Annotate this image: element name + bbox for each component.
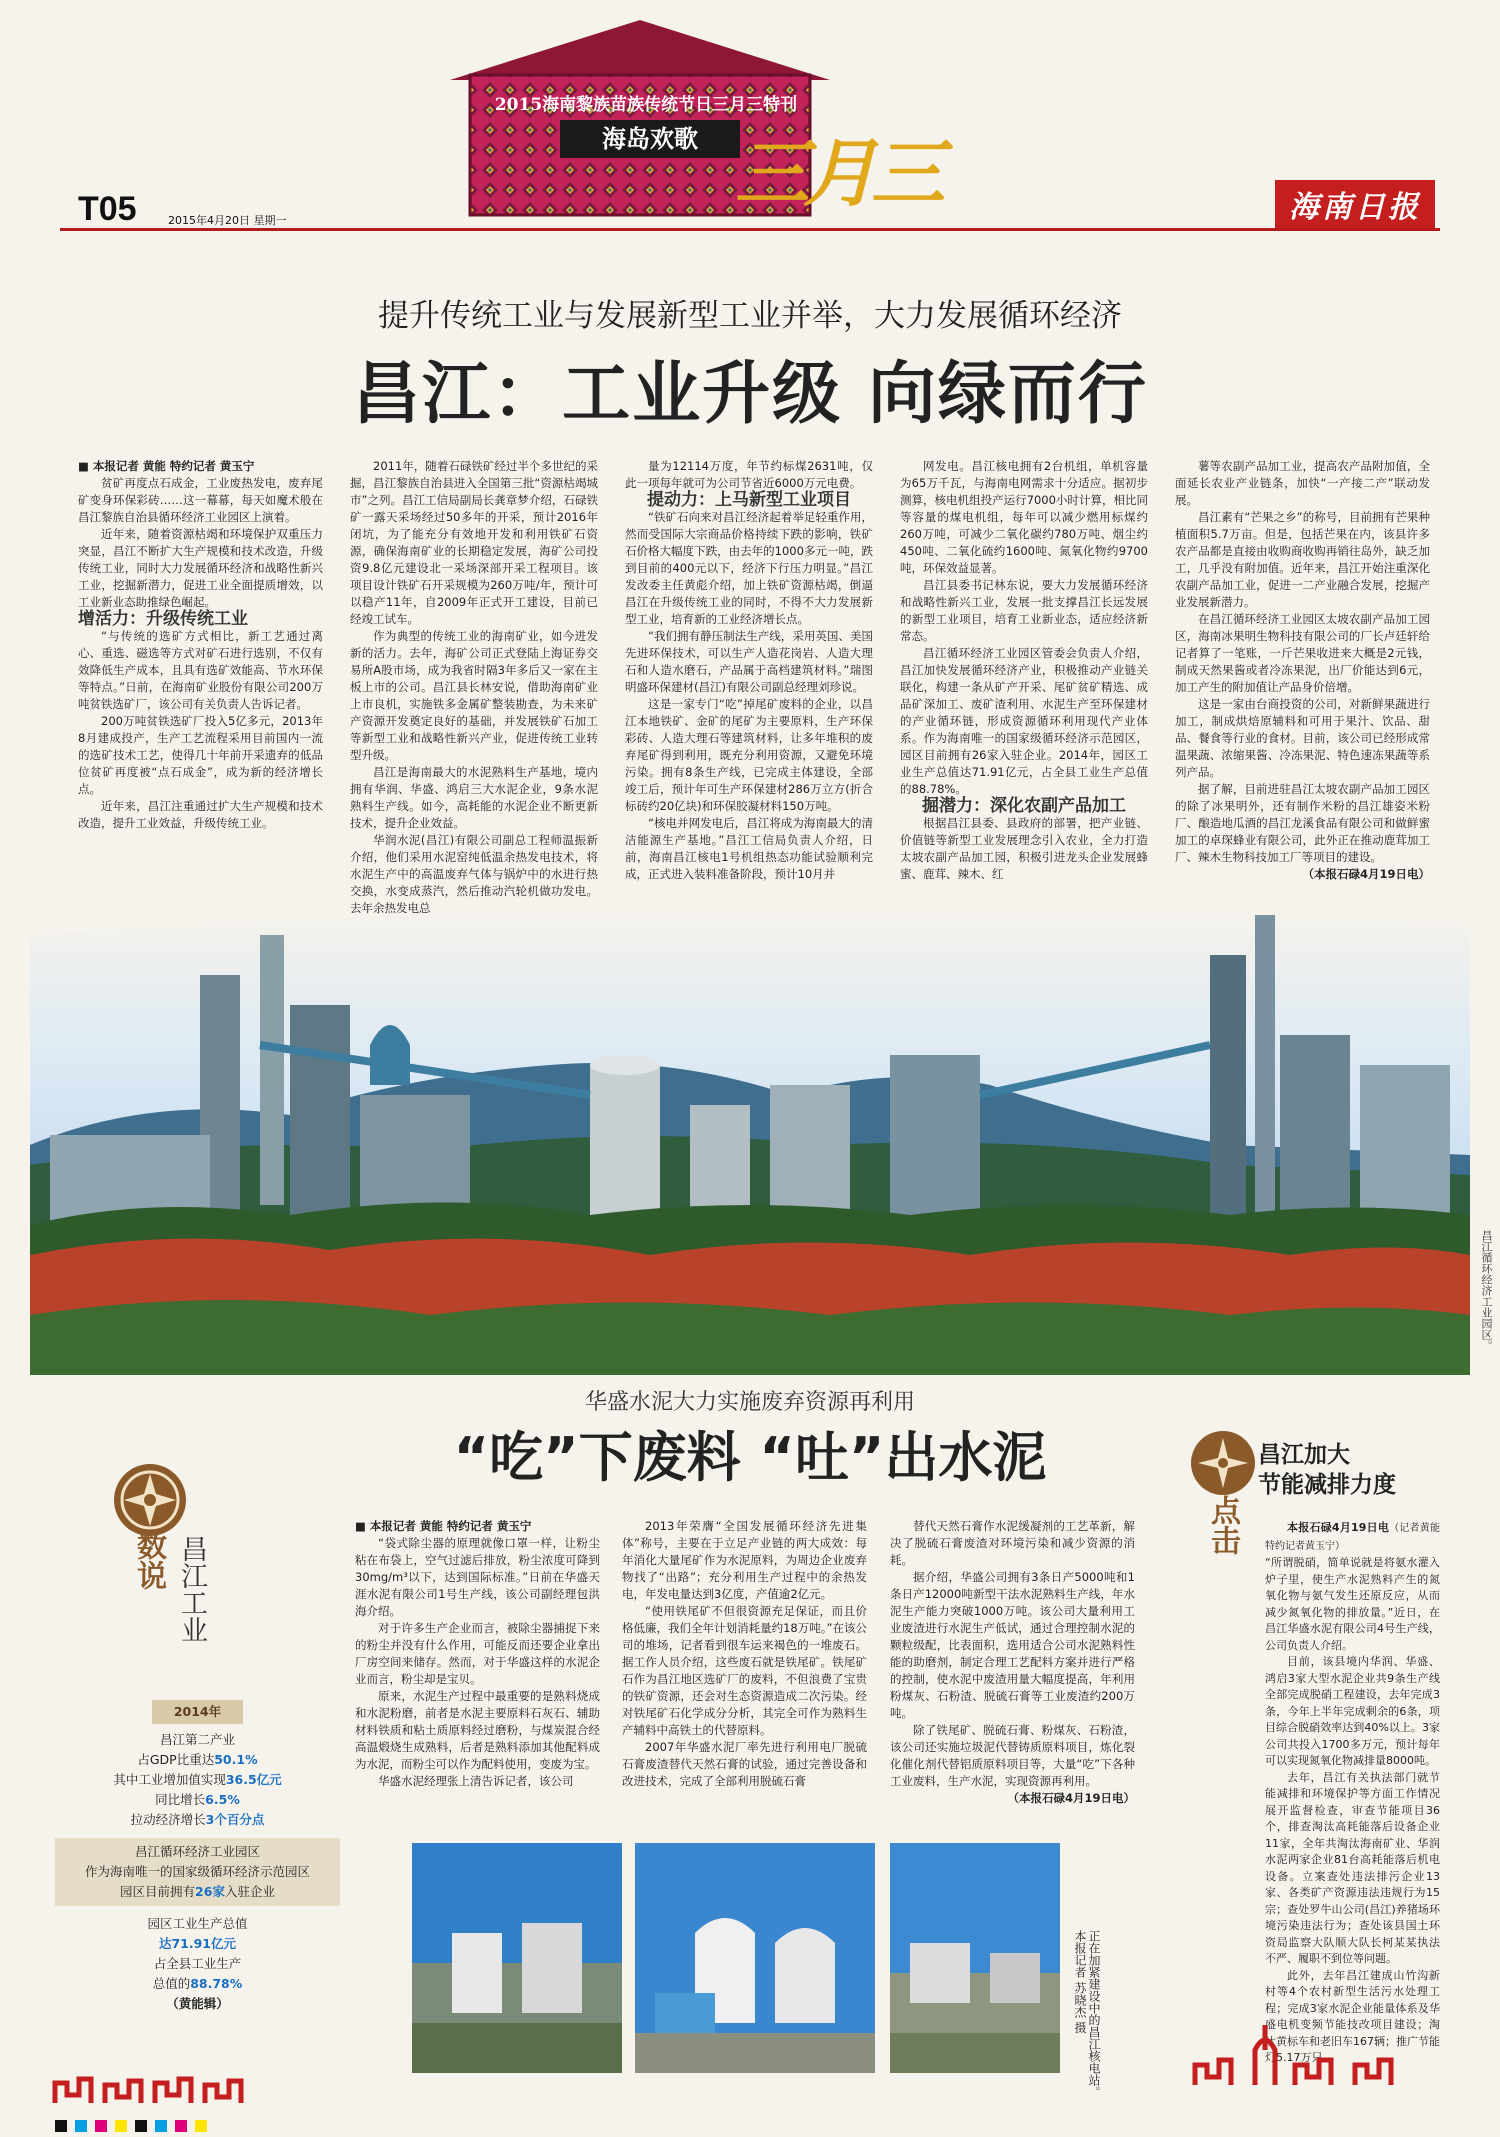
stats-band: 昌江循环经济工业园区 作为海南唯一的国家级循环经济示范园区 园区目前拥有26家入驻企业 xyxy=(55,1838,340,1906)
stat-line: 拉动经济增长3个百分点 xyxy=(130,1812,265,1827)
article2-column-2 xyxy=(622,1518,867,1838)
stats-signoff: （黄能辑） xyxy=(166,1996,229,2011)
article1-column-1 xyxy=(78,458,323,898)
paragraph: 近年来，随着资源枯竭和环境保护双重压力突显，昌江不断扩大生产规模和技术改造，升级传统工业，同时大力发展循环经济和战略性新兴工业，挖掘新潜力，促进工业全面提质增效，以工业新业态助推绿色崛起。 xyxy=(78,527,323,609)
paragraph: 据了解，目前进驻昌江太坡农副产品加工园区的除了冰果明外，还有制作米粉的昌江雄姿米粉厂、酿造地瓜酒的昌江龙溪食品有限公司和做鲜蜜加工的卓琛蜂业有限公司，此外正在推动鹿茸加工厂、辣木生物科技加工厂等项目的建设。 xyxy=(1175,782,1430,864)
article2-signoff: （本报石碌4月19日电） xyxy=(1007,1791,1135,1805)
paragraph: 作为典型的传统工业的海南矿业，如今进发新的活力。去年，海矿公司正式登陆上海证券交易所A股市场，成为我省时隔3年多后又一家在主板上市的公司。昌江县长林安说，借助海南矿业上市良机，实施铁多金属矿整装勘查，为未来矿产资源开发奠定良好的基础，并发展铁矿石加工等新型工业和战略性新兴产业，促进传统工业转型升级。 xyxy=(350,629,598,762)
article1-subhead-1: 增活力：升级传统工业 xyxy=(78,609,248,629)
print-color-bar xyxy=(55,2120,355,2132)
paragraph: 薯等农副产品加工业，提高农产品附加值，全面延长农业产业链条，加快“一产接二产”联动发展。 xyxy=(1175,459,1430,507)
brand-logo: 海南日报 xyxy=(1275,180,1435,228)
article1-signoff: （本报石碌4月19日电） xyxy=(1302,867,1430,881)
paragraph: 除了铁尾矿、脱硫石膏、粉煤灰、石粉渣，该公司还实施垃圾泥代替铸质原料项目，炼化裂化催化剂代替铝质原料项目等，大量“吃”下各种工业废料，生产水泥，实现资源再利用。 xyxy=(890,1723,1135,1788)
sidebar-right-headline: 昌江加大 节能减排力度 xyxy=(1258,1442,1396,1498)
nuclear-plant-photo-3 xyxy=(890,1843,1060,2073)
article1-byline: ■ 本报记者 黄能 特约记者 黄玉宁 xyxy=(78,459,255,473)
article1-kicker: 提升传统工业与发展新型工业并举，大力发展循环经济 xyxy=(378,298,1122,334)
stat-line: 其中工业增加值实现36.5亿元 xyxy=(113,1772,282,1787)
page-date: 2015年4月20日 星期一 xyxy=(168,214,287,227)
paragraph: 此外，去年昌江建成山竹沟新村等4个农村新型生活污水处理工程；完成3家水泥企业能量体系及华盛电机变频节能技改项目建设；淘汰黄标车和老旧车167辆；推广节能灯5.17万只。 xyxy=(1265,1968,1440,2064)
stat-line: 占全县工业生产 xyxy=(153,1956,242,1971)
paragraph: 据介绍，华盛公司拥有3条日产5000吨和1条日产12000吨新型干法水泥熟料生产线，年水泥生产能力突破1000万吨。该公司大量利用工业废渣进行水泥生产低试，通过合理控制水泥的颗粒级配，比表面积，选用适合公司水泥熟料性能的助磨剂，制定合理工艺配料方案并进行严格的控制，使水泥中废渣用量大幅度提高，年利用粉煤灰、石粉渣、脱硫石膏等工业废渣约200万吨。 xyxy=(890,1570,1135,1720)
stat-line: 达71.91亿元 xyxy=(158,1936,237,1951)
sidebar-left-badge: 数说 xyxy=(131,1530,166,1590)
paragraph: 贫矿再度点石成金，工业废热发电，废弃尾矿变身环保彩砖……这一幕幕，每天如魔术般在昌江黎族自治县循环经济工业园区上演着。 xyxy=(78,476,323,524)
sidebar-right-body xyxy=(1265,1520,1440,2064)
paragraph: 替代天然石膏作水泥缓凝剂的工艺革新，解决了脱硫石膏废渣对环境污染和减少资源的消耗。 xyxy=(890,1519,1135,1567)
paragraph: 原来，水泥生产过程中最重要的是熟料烧成和水泥粉磨，前者是水泥主要原料石灰石、辅助材料铁质和粘土质原料经过磨粉，与煤炭混合经高温煅烧生成熟料，后者是熟料添加其他配料成为水泥，而粉尘可以作为配料使用，变废为宝。 xyxy=(355,1689,600,1771)
paragraph: 2013年荣膺“全国发展循环经济先进集体”称号，主要在于立足产业链的两大成效：每年消化大量尾矿作为水泥原料，为周边企业废弃物找了“出路”；充分利用生产过程中的余热发电，年发电量达到3亿度，产值逾2亿元。 xyxy=(622,1519,867,1601)
paragraph: 2011年，随着石碌铁矿经过半个多世纪的采掘，昌江黎族自治县进入全国第三批“资源枯竭城市”之列。昌江工信局副局长龚章梦介绍，石碌铁矿一露天采场经过50多年的开采，预计2016年闭坑，为了能充分有效地开发和利用铁矿石资源，确保海南矿业的长期稳定发展，海矿公司投资9.8亿元建设北一采场深部开采工程项目。该项目设计铁矿石开采规模为260万吨/年，预计可以稳产11年，自2009年正式开工建设，目前已经竣工试车。 xyxy=(350,459,598,626)
paragraph: 这是一家由台商投资的公司，对新鲜果蔬进行加工，制成烘焙原辅料和可用于果汁、饮品、甜品、餐食等行业的食材。目前，该公司已经形成常温果蔬、浓缩果酱、冷冻果泥、特色速冻果蔬等系列产品。 xyxy=(1175,697,1430,779)
paragraph: 目前，该县境内华润、华盛、鸿启3家大型水泥企业共9条生产线全部完成脱硝工程建设，去年完成3条，今年上半年完成剩余的6条，项目综合脱硝效率达到40%以上。3家公司共投入1700多万元，预计每年可以实现氮氧化物减排量8000吨。 xyxy=(1265,1655,1440,1767)
paragraph: 量为12114万度，年节约标煤2631吨，仅此一项每年就可为公司节省近6000万元电费。 xyxy=(625,459,873,490)
sidebar-right-lead: 本报石碌4月19日电（记者黄能 特约记者黄玉宁） xyxy=(1265,1521,1440,1552)
sidebar-left-subject: 昌江工业 xyxy=(176,1535,207,1643)
paragraph: 根据昌江县委、县政府的部署，把产业链、价值链等新型工业发展理念引入农业，全力打造太坡农副产品加工园，积极引进龙头企业发展蜂蜜、鹿茸、辣木、红 xyxy=(900,816,1148,881)
article1-column-3 xyxy=(625,458,873,898)
article1-headline: 昌江：工业升级 向绿而行 xyxy=(352,355,1148,434)
paragraph: “所谓脱硝，简单说就是将氨水灌入炉子里，使生产水泥熟料产生的氮氧化物与氨气发生还原反应，从而减少氮氧化物的排放量。”近日，在昌江华盛水泥有限公司4号生产线，公司负责人介绍。 xyxy=(1265,1556,1440,1652)
ethnic-pattern-ornament xyxy=(55,2075,315,2105)
factory-photo xyxy=(30,895,1470,1375)
paragraph: 对于许多生产企业而言，被除尘器捕捉下来的粉尘并没有什么作用，可能反而还要企业拿出厂房空间来储存。然而，对于华盛这样的水泥企业而言，粉尘却是宝贝。 xyxy=(355,1621,600,1686)
flower-emblem-icon xyxy=(110,1460,190,1540)
article1-column-4 xyxy=(900,458,1148,898)
article2-kicker: 华盛水泥大力实施废弃资源再利用 xyxy=(584,1390,915,1415)
page-number: T05 xyxy=(78,190,137,228)
article1-column-5 xyxy=(1175,458,1430,898)
article1-subhead-2: 提动力：上马新型工业项目 xyxy=(647,490,851,510)
paragraph: “与传统的选矿方式相比，新工艺通过离心、重选、磁选等方式对矿石进行选别，不仅有效降低生产成本，且具有选矿效能高、节水环保等特点。”日前，在海南矿业股份有限公司200万吨贫铁选矿厂，该公司有关负责人告诉记者。 xyxy=(78,629,323,711)
stat-line: 园区工业生产总值 xyxy=(147,1916,248,1931)
nuclear-plant-photo-1 xyxy=(412,1843,622,2073)
article2-column-3 xyxy=(890,1518,1135,1838)
stat-line: 昌江第二产业 xyxy=(159,1732,235,1747)
paragraph: 200万吨贫铁选矿厂投入5亿多元，2013年8月建成投产，生产工艺流程采用目前国内一流的选矿技术工艺，使得几十年前开采遗弃的低品位贫矿再度被“点石成金”，成为新的经济增长点。 xyxy=(78,714,323,796)
photo-caption-2: 正在加紧建设中的昌江核电站。 本报记者 苏晓杰 摄 xyxy=(1073,1930,1101,2098)
paragraph: “使用铁尾矿不但很资源充足保证，而且价格低廉，我们全年计划消耗量约18万吨。”在该公司的堆场，记者看到很车运来褐色的一堆废石。据工作人员介绍，这些废石就是铁尾矿。铁尾矿石作为昌江地区选矿厂的废料，不但浪费了宝贵的铁矿资源，还会对生态资源造成二次污染。经对铁尾矿石化学成分分析，其完全可作为熟料生产辅料中高铁土的代替原料。 xyxy=(622,1604,867,1737)
ethnic-figure-ornament xyxy=(1185,2020,1425,2090)
banner-line: 2015海南黎族苗族传统节日三月三特刊 xyxy=(494,95,798,115)
stats-panel xyxy=(55,1700,340,2014)
paragraph: 网发电。昌江核电拥有2台机组，单机容量为65万千瓦，与海南电网需求十分适应。据初步测算，核电机组投产运行7000小时计算，相比同等容量的煤电机组，每年可以减少燃用标煤约260万吨，可减少二氧化碳约780万吨、烟尘约450吨、二氧化硫约1600吨、氮氧化物约9700吨，环保效益显著。 xyxy=(900,459,1148,575)
flower-emblem-icon xyxy=(1188,1428,1258,1498)
paragraph: 华盛水泥经理张上清告诉记者，该公司 xyxy=(378,1774,574,1788)
paragraph: 昌江素有“芒果之乡”的称号，目前拥有芒果种植面积5.7万亩。但是，包括芒果在内，该县许多农产品都是直接由收购商收购再销往岛外，缺乏加工，几乎没有附加值。近年来，昌江开始注重深化农副产品加工业，促进一二产业融合发展，挖掘产业发展新潜力。 xyxy=(1175,510,1430,609)
paragraph: “核电并网发电后，昌江将成为海南最大的清洁能源生产基地。”昌江工信局负责人介绍，日前，海南昌江核电1号机组热态功能试验顺利完成，正式进入装料准备阶段，预计10月并 xyxy=(625,816,873,881)
paragraph: 去年，昌江有关执法部门就节能减排和环境保护等方面工作情况展开监督检查，审查节能项目36个，排查淘汰高耗能落后设备企业11家，全年共淘汰海南矿业、华润水泥两家企业81台高耗能落后机电设备。立案查处违法排污企业13家、各类矿产资源违法违规行为15宗；查处罗牛山公司(昌江)养猪场环境污染违法行为；查处该县国土环资局监察大队顺大队长柯某某执法不严、履职不到位等问题。 xyxy=(1265,1770,1440,1965)
paragraph: “袋式除尘器的原理就像口罩一样，让粉尘粘在布袋上，空气过滤后排放，粉尘浓度可降到30mg/m³以下，达到国际标准。”日前在华盛天涯水泥有限公司1号生产线，该公司副经理包洪海介绍。 xyxy=(355,1536,600,1618)
paragraph: 昌江县委书记林东说，要大力发展循环经济和战略性新兴工业，发展一批支撑昌江长远发展的新型工业项目，培育工业新业态，适应经济新常态。 xyxy=(900,578,1148,643)
article1-subhead-3: 掘潜力：深化农副产品加工 xyxy=(922,796,1126,816)
column-name: 海岛欢歌 xyxy=(560,120,740,158)
article2-byline: ■ 本报记者 黄能 特约记者 黄玉宁 xyxy=(355,1519,532,1533)
paragraph: 2007年华盛水泥厂率先进行利用电厂脱硫石膏废渣替代天然石膏的试验，通过完善设备和改进技术，完成了全部利用脱硫石膏 xyxy=(622,1740,867,1788)
festival-glyph: 三月三 xyxy=(735,131,939,217)
article2-column-1 xyxy=(355,1518,600,1838)
nuclear-plant-photo-2 xyxy=(635,1843,875,2073)
stat-line: 占GDP比重达50.1% xyxy=(137,1752,258,1767)
paragraph: 这是一家专门“吃”掉尾矿废料的企业，以昌江本地铁矿、金矿的尾矿为主要原料，生产环保彩砖、人造大理石等建筑材料，让多年堆积的废弃尾矿得到利用，既充分利用资源，又避免环境污染。拥有8条生产线，已完成主体建设，全部竣工后，预计年可生产环保建材286万立方(折合标砖约20亿块)和环保胶凝材料150万吨。 xyxy=(625,697,873,813)
paragraph: 昌江是海南最大的水泥熟料生产基地，境内拥有华润、华盛、鸿启三大水泥企业，9条水泥熟料生产线。如今，高耗能的水泥企业不断更新技术，提升企业效益。 xyxy=(350,765,598,830)
paragraph: 近年来，昌江注重通过扩大生产规模和技术改造，提升工业效益，升级传统工业。 xyxy=(78,799,323,830)
paragraph: 在昌江循环经济工业园区太坡农副产品加工园区，海南冰果明生物科技有限公司的厂长卢廷轩给记者算了一笔账，一斤芒果收进来大概是2元钱，制成天然果酱或者冷冻果泥，出厂价能达到6元，加工产生的附加值让产品身价倍增。 xyxy=(1175,612,1430,694)
stat-line: 同比增长6.5% xyxy=(155,1792,240,1807)
paragraph: 昌江循环经济工业园区管委会负责人介绍，昌江加快发展循环经济产业，积极推动产业链关联化，构建一条从矿产开采、尾矿贫矿精选、成品矿深加工、废矿渣利用、水泥生产至环保建材的产业循环链，形成资源循环利用现代产业体系。作为海南唯一的国家级循环经济示范园区，园区目前拥有26家入驻企业。2014年，园区工业生产总值达71.91亿元，占全县工业生产总值的88.78%。 xyxy=(900,646,1148,796)
header-rule xyxy=(60,228,1440,231)
photo-caption: 昌江循环经济工业园区。 xyxy=(1480,1230,1493,1351)
stats-year: 2014年 xyxy=(152,1700,243,1724)
article1-column-2 xyxy=(350,458,598,915)
sidebar-right-badge: 点击 xyxy=(1205,1495,1240,1555)
stat-line: 总值的88.78% xyxy=(152,1976,243,1991)
paragraph: 华润水泥(昌江)有限公司副总工程师温振新介绍，他们采用水泥窑纯低温余热发电技术，将水泥生产中的高温废弃气体与锅炉中的水进行热交换，水变成蒸汽，然后推动汽轮机做功发电。去年余热发电总 xyxy=(350,833,598,915)
paragraph: “我们拥有静压制法生产线，采用英国、美国先进环保技术，可以生产人造花岗岩、人造大理石和人造水磨石，产品属于高档建筑材料。”瑞图明盛环保建材(昌江)有限公司副总经理刘珍说。 xyxy=(625,629,873,694)
article2-headline: “吃”下废料 “吐”出水泥 xyxy=(453,1426,1047,1489)
paragraph: “铁矿石向来对昌江经济起着举足轻重作用，然而受国际大宗商品价格持续下跌的影响，铁矿石价格大幅度下跌，由去年的1000多元一吨，跌到目前的400元以下，经济下行压力明显。”昌江发改委主任黄彪介绍，加上铁矿资源枯竭，倒逼昌江在升级传统工业的同时，不得不大力发展新型工业，培育新的工业经济增长点。 xyxy=(625,510,873,626)
